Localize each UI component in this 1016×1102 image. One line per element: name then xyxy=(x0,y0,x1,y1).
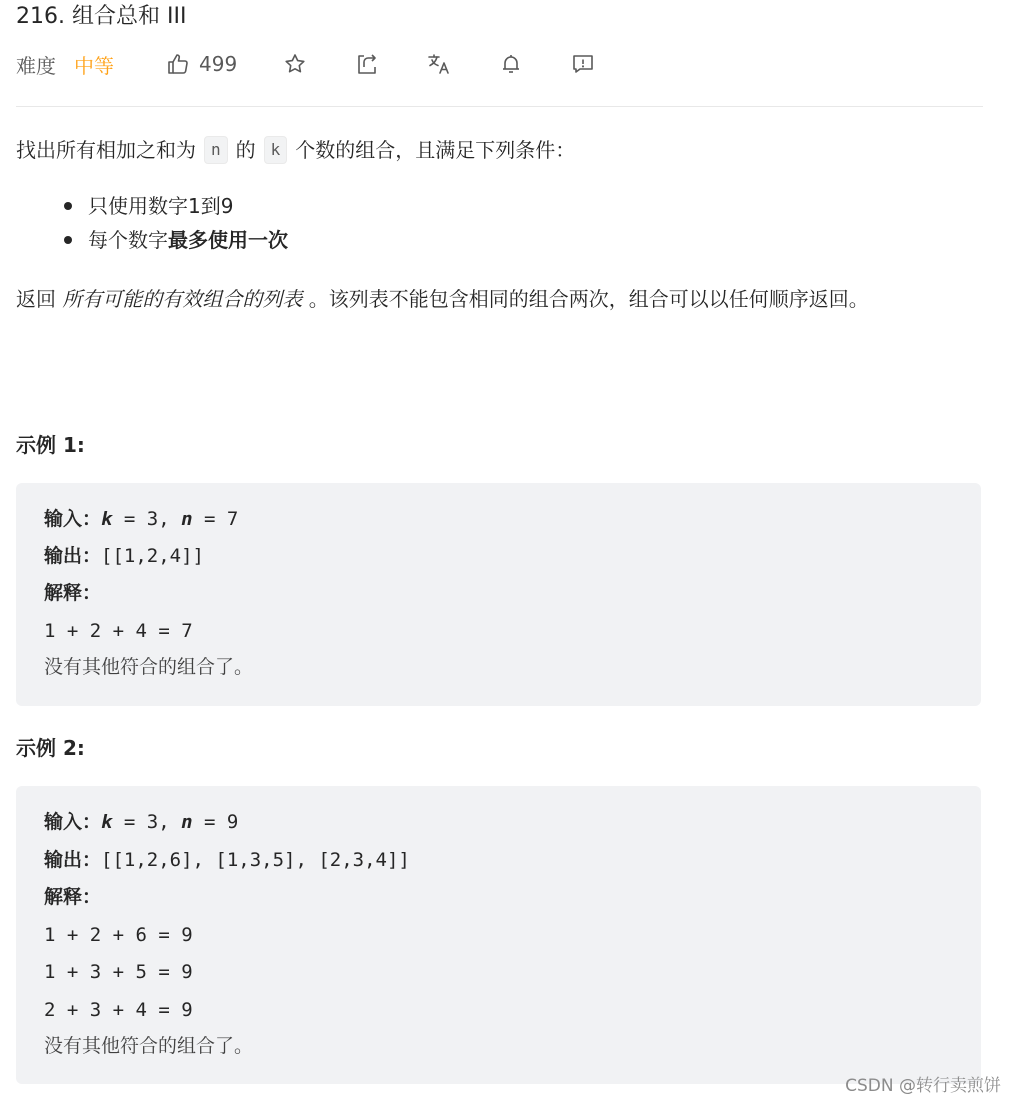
feedback-button[interactable] xyxy=(571,49,595,79)
example-explain-line: 1 + 2 + 4 = 7 xyxy=(44,620,193,642)
description-prefix: 找出所有相加之和为 xyxy=(16,138,196,162)
share-icon xyxy=(355,52,379,76)
example-explain-line: 1 + 3 + 5 = 9 xyxy=(44,961,193,983)
example-note: 没有其他符合的组合了。 xyxy=(44,656,254,678)
example-note: 没有其他符合的组合了。 xyxy=(44,1035,254,1057)
example-explain-label: 解释： xyxy=(44,582,102,604)
example-input: 输入：k = 3, n = 9 xyxy=(44,811,239,833)
star-icon xyxy=(283,52,307,76)
bullet-icon xyxy=(64,236,72,244)
return-prefix: 返回 xyxy=(16,287,63,311)
example-1-block xyxy=(16,483,981,706)
header-divider xyxy=(16,106,983,107)
thumbs-up-icon xyxy=(166,52,190,76)
description-mid: 的 xyxy=(235,138,256,162)
example-input: 输入：k = 3, n = 7 xyxy=(44,508,239,530)
notification-button[interactable] xyxy=(499,49,523,79)
condition-text: 只使用数字1到9 xyxy=(88,194,234,218)
return-description xyxy=(16,283,976,315)
problem-description xyxy=(16,133,575,167)
favorite-button[interactable] xyxy=(283,49,307,79)
translate-icon xyxy=(427,52,451,76)
like-count: 499 xyxy=(199,52,238,76)
inline-code-k: k xyxy=(264,136,288,164)
problem-meta-bar xyxy=(16,49,238,79)
example-explain-line: 2 + 3 + 4 = 9 xyxy=(44,999,193,1021)
example-output: 输出：[[1,2,4]] xyxy=(44,545,204,567)
share-button[interactable] xyxy=(355,49,379,79)
watermark-text: CSDN @转行卖煎饼 xyxy=(845,1076,1001,1096)
difficulty-label: 难度 xyxy=(16,53,56,78)
example-2-block xyxy=(16,786,981,1084)
example-output: 输出：[[1,2,6], [1,3,5], [2,3,4]] xyxy=(44,849,410,871)
condition-item xyxy=(64,223,288,257)
condition-emphasis: 最多使用一次 xyxy=(168,228,288,252)
return-emphasis: 所有可能的有效组合的列表 xyxy=(62,287,303,311)
translate-button[interactable] xyxy=(427,49,451,79)
example-2-title: 示例 2: xyxy=(16,736,85,760)
return-suffix: 。该列表不能包含相同的组合两次，组合可以以任何顺序返回。 xyxy=(302,287,869,311)
difficulty-badge: 中等 xyxy=(74,53,114,78)
condition-text: 每个数字 xyxy=(88,228,168,252)
description-suffix: 个数的组合，且满足下列条件： xyxy=(295,138,576,162)
example-1-title: 示例 1: xyxy=(16,433,85,457)
like-button[interactable] xyxy=(166,49,237,79)
condition-item xyxy=(64,189,233,223)
bell-icon xyxy=(499,52,523,76)
feedback-icon xyxy=(571,52,595,76)
problem-title: 216. 组合总和 III xyxy=(16,4,187,29)
bullet-icon xyxy=(64,202,72,210)
inline-code-n: n xyxy=(204,136,228,164)
example-explain-label: 解释： xyxy=(44,886,102,908)
example-explain-line: 1 + 2 + 6 = 9 xyxy=(44,924,193,946)
